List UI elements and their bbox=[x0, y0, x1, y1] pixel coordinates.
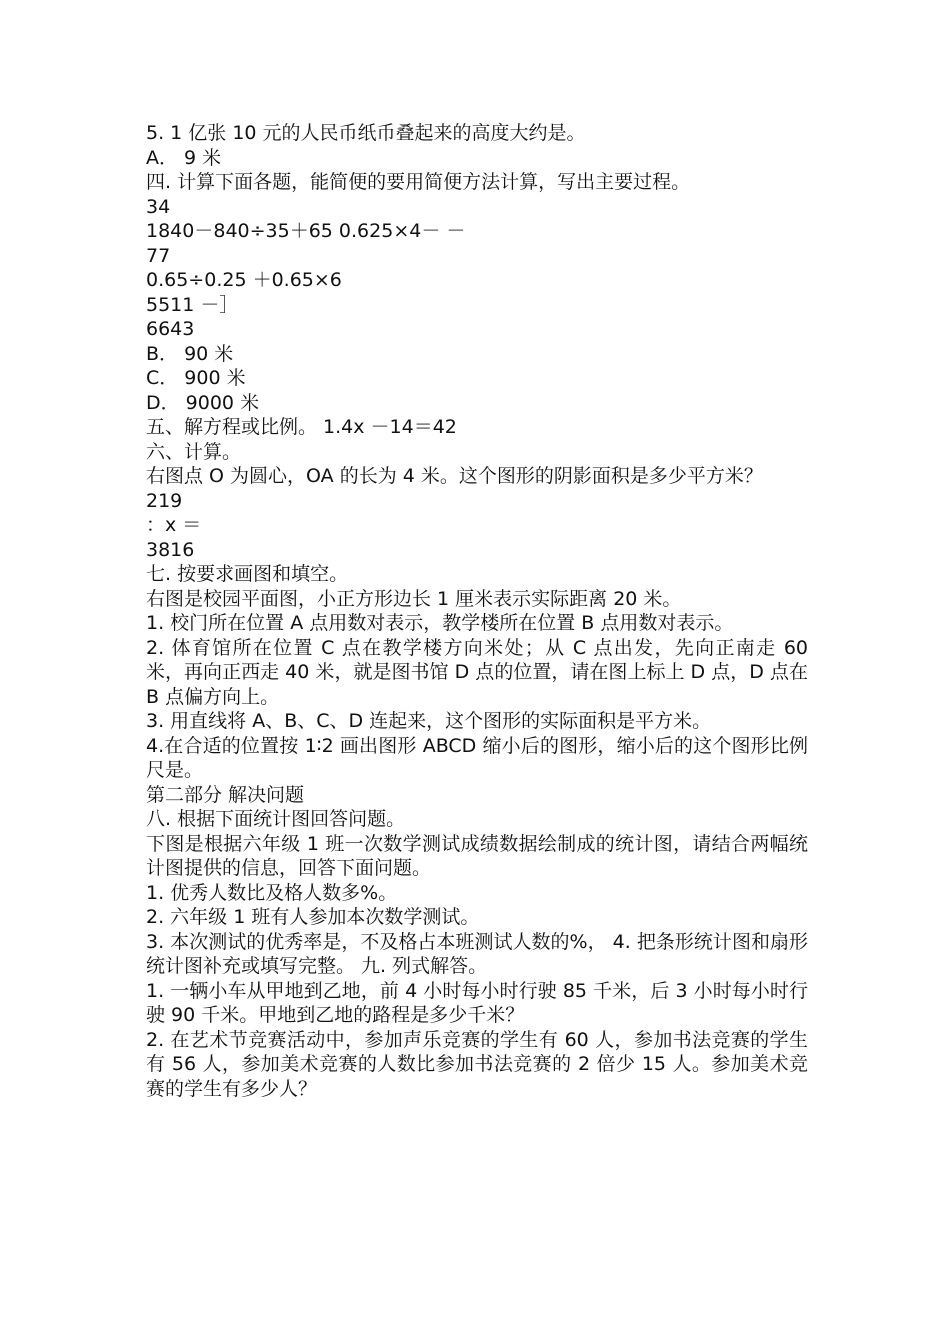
text-line: 1840－840÷35＋65 0.625×4－ － bbox=[146, 220, 466, 242]
text-line: 3. 本次测试的优秀率是，不及格占本班测试人数的%， 4. 把条形统计图和扇形统计图补充或填写完整。 九. 列式解答。 bbox=[146, 930, 808, 977]
text-line: ：x ＝ bbox=[146, 514, 202, 536]
text-line: 34 bbox=[146, 195, 171, 218]
text-line: 2. 体育馆所在位置 C 点在教学楼方向米处；从 C 点出发，先向正南走 60 米，再向正西走 40 米，就是图书馆 D 点的位置，请在图上标上 D 点，D 点在 B 点偏方向上。 bbox=[146, 636, 808, 708]
document-body bbox=[146, 121, 808, 1101]
text-line: 2. 在艺术节竞赛活动中，参加声乐竞赛的学生有 60 人，参加书法竞赛的学生有 56 人，参加美术竞赛的人数比参加书法竞赛的 2 倍少 15 人。参加美术竞赛的学生有多少人？ bbox=[146, 1028, 808, 1100]
text-line: 6643 bbox=[146, 318, 195, 340]
text-line: C． 900 米 bbox=[146, 367, 246, 389]
text-line: B． 90 米 bbox=[146, 342, 234, 365]
text-line: 1. 一辆小车从甲地到乙地，前 4 小时每小时行驶 85 千米，后 3 小时每小时行驶 90 千米。甲地到乙地的路程是多少千米？ bbox=[146, 979, 808, 1026]
text-line: 1. 优秀人数比及格人数多%。 bbox=[146, 881, 398, 904]
text-line: 5511 －］ bbox=[146, 293, 239, 316]
text-line: 五、解方程或比例。 1.4x －14＝42 bbox=[146, 416, 457, 438]
text-line: 219 bbox=[146, 489, 183, 512]
text-line: 3816 bbox=[146, 538, 195, 561]
text-line: 八. 根据下面统计图回答问题。 bbox=[146, 808, 406, 830]
text-line: A． 9 米 bbox=[146, 146, 222, 169]
text-line: 第二部分 解决问题 bbox=[146, 783, 305, 806]
text-line: 5. 1 亿张 10 元的人民币纸币叠起来的高度大约是。 bbox=[146, 122, 586, 144]
text-line: 右图是校园平面图，小正方形边长 1 厘米表示实际距离 20 米。 bbox=[146, 587, 682, 610]
text-line: 4.在合适的位置按 1∶2 画出图形 ABCD 缩小后的图形，缩小后的这个图形比例尺是。 bbox=[146, 734, 808, 781]
text-line: 下图是根据六年级 1 班一次数学测试成绩数据绘制成的统计图，请结合两幅统计图提供的信息，回答下面问题。 bbox=[146, 832, 808, 879]
text-line: 四. 计算下面各题，能简便的要用简便方法计算，写出主要过程。 bbox=[146, 171, 691, 193]
text-line: 77 bbox=[146, 244, 171, 267]
text-line: 右图点 O 为圆心，OA 的长为 4 米。这个图形的阴影面积是多少平方米？ bbox=[146, 465, 763, 487]
text-line: 2. 六年级 1 班有人参加本次数学测试。 bbox=[146, 906, 480, 928]
text-line: 1. 校门所在位置 A 点用数对表示，教学楼所在位置 B 点用数对表示。 bbox=[146, 612, 734, 634]
text-line: 0.65÷0.25 ＋0.65×6 bbox=[146, 269, 342, 291]
text-line: 六、计算。 bbox=[146, 440, 242, 463]
text-line: 七. 按要求画图和填空。 bbox=[146, 563, 349, 585]
text-line: D． 9000 米 bbox=[146, 391, 260, 414]
text-line: 3. 用直线将 A、B、C、D 连起来，这个图形的实际面积是平方米。 bbox=[146, 710, 712, 732]
